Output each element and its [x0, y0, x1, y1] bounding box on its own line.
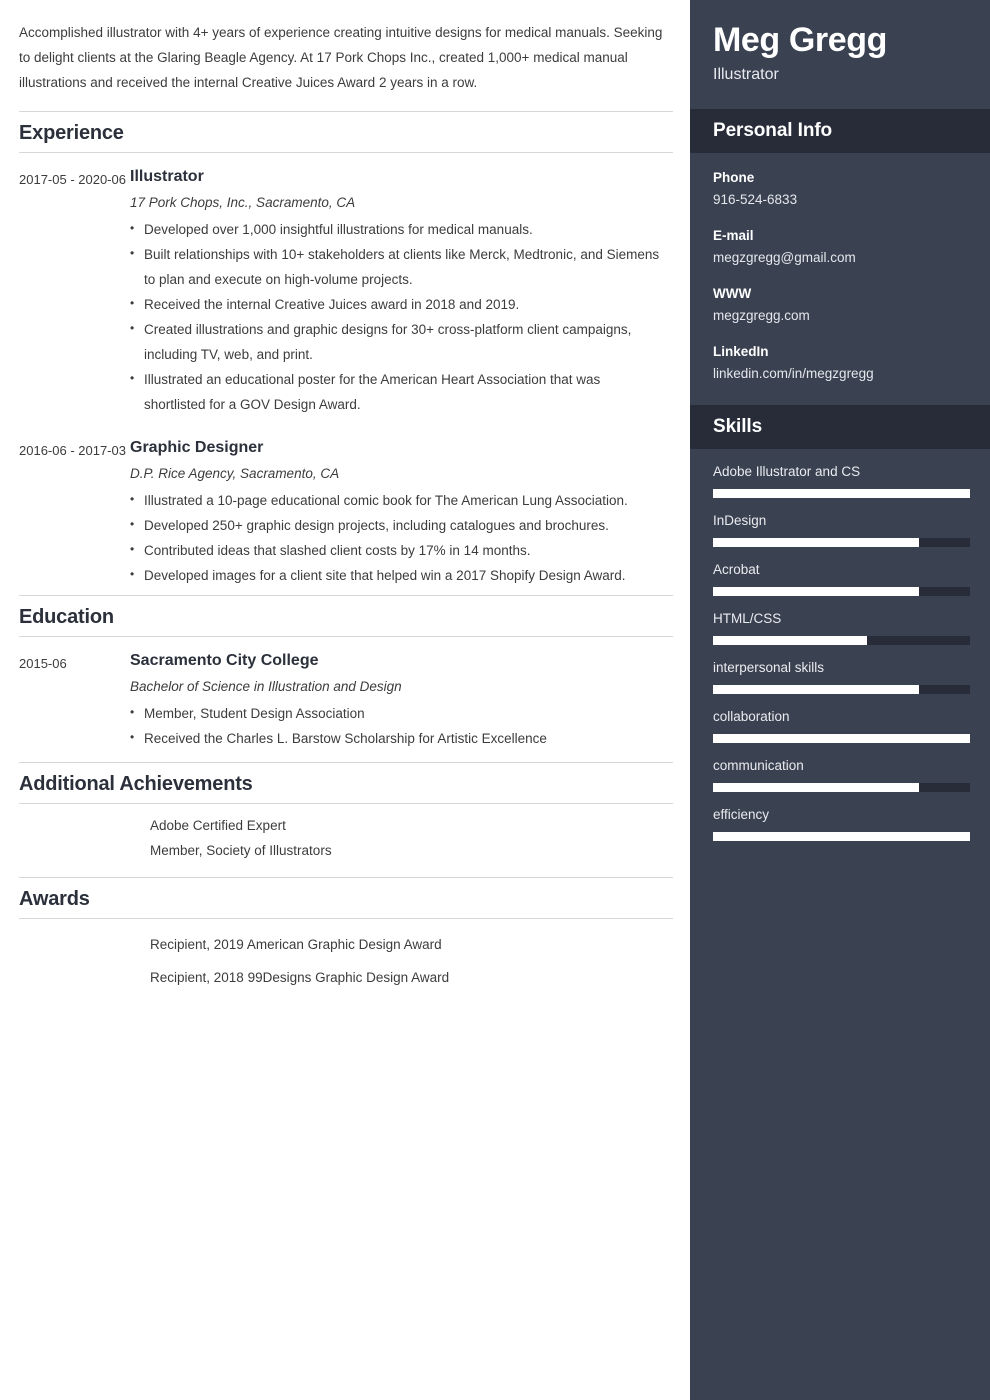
section-title: Awards — [19, 888, 90, 910]
entry-dates: 2015-06 — [19, 656, 67, 671]
list-item: Recipient, 2019 American Graphic Design Award — [150, 937, 442, 952]
contact-item-email — [713, 225, 970, 269]
skill-bar-track — [713, 783, 970, 792]
bullet-item: • Developed images for a client site that helped win a 2017 Shopify Design Award. — [130, 563, 665, 588]
section-experience — [19, 111, 673, 595]
section-additional-achievements — [19, 762, 673, 877]
skill-label: InDesign — [713, 513, 767, 528]
skill-item — [713, 755, 970, 792]
entry-subtitle: 17 Pork Chops, Inc., Sacramento, CA — [130, 195, 356, 210]
contact-value[interactable]: megzgregg.com — [713, 308, 810, 323]
entry-body — [130, 650, 673, 751]
awards-list — [19, 919, 673, 994]
skill-bar-fill — [713, 832, 970, 841]
list-item: Adobe Certified Expert — [150, 818, 286, 833]
entry-title: Sacramento City College — [130, 652, 319, 669]
entry-body — [130, 166, 673, 417]
candidate-job-title: Illustrator — [713, 66, 779, 83]
skill-bar-track — [713, 636, 970, 645]
entry-bullet-list — [130, 217, 665, 417]
entry-dates: 2017-05 - 2020-06 — [19, 172, 126, 187]
bullet-item: • Developed over 1,000 insightful illustrations for medical manuals. — [130, 217, 665, 242]
entry-bullet-list — [130, 701, 665, 751]
skill-bar-fill — [713, 587, 919, 596]
skills-list — [690, 449, 990, 841]
sidebar-section-title: Skills — [713, 416, 763, 437]
section-awards — [19, 877, 673, 994]
bullet-item: • Contributed ideas that slashed client costs by 17% in 14 months. — [130, 538, 665, 563]
entry-body — [130, 437, 673, 588]
sidebar-header-skills — [690, 405, 990, 449]
skill-label: Adobe Illustrator and CS — [713, 464, 861, 479]
contact-value[interactable]: megzgregg@gmail.com — [713, 250, 856, 265]
skill-bar-track — [713, 832, 970, 841]
contact-label: LinkedIn — [713, 344, 769, 359]
skill-bar-track — [713, 685, 970, 694]
entry-bullet-list — [130, 488, 665, 588]
skill-bar-track — [713, 734, 970, 743]
bullet-item: • Built relationships with 10+ stakeholders at clients like Merck, Medtronic, and Siemens to plan and execute on high-volume projects. — [130, 242, 665, 292]
entry-subtitle: Bachelor of Science in Illustration and Design — [130, 679, 402, 694]
skill-label: HTML/CSS — [713, 611, 782, 626]
education-entry — [19, 637, 673, 762]
experience-entry — [19, 424, 673, 595]
skill-item — [713, 559, 970, 596]
bullet-item: • Illustrated an educational poster for the American Heart Association that was shortlisted for a GOV Design Award. — [130, 367, 665, 417]
entry-title: Illustrator — [130, 168, 204, 185]
sidebar-identity — [690, 0, 990, 109]
section-title: Education — [19, 606, 114, 628]
sidebar-header-personal-info — [690, 109, 990, 153]
entry-subtitle: D.P. Rice Agency, Sacramento, CA — [130, 466, 340, 481]
skill-bar-track — [713, 538, 970, 547]
skill-bar-fill — [713, 489, 970, 498]
personal-info-list — [690, 153, 990, 405]
bullet-item: • Developed 250+ graphic design projects, including catalogues and brochures. — [130, 513, 665, 538]
skill-bar-fill — [713, 783, 919, 792]
skill-item — [713, 657, 970, 694]
sidebar-section-title: Personal Info — [713, 120, 833, 141]
bullet-item: • Member, Student Design Association — [130, 701, 665, 726]
contact-label: Phone — [713, 170, 755, 185]
section-title: Experience — [19, 122, 124, 144]
section-header-experience — [19, 111, 673, 153]
contact-item-linkedin — [713, 341, 970, 385]
skill-label: communication — [713, 758, 804, 773]
section-header-education — [19, 595, 673, 637]
section-header-awards — [19, 877, 673, 919]
section-education — [19, 595, 673, 762]
skill-bar-track — [713, 489, 970, 498]
contact-value[interactable]: linkedin.com/in/megzgregg — [713, 366, 874, 381]
bullet-item: • Created illustrations and graphic designs for 30+ cross-platform client campaigns, including TV, web, and print. — [130, 317, 665, 367]
contact-item-phone — [713, 167, 970, 211]
skill-item — [713, 706, 970, 743]
skill-item — [713, 608, 970, 645]
skill-label: collaboration — [713, 709, 790, 724]
skill-bar-fill — [713, 636, 867, 645]
professional-summary: Accomplished illustrator with 4+ years of experience creating intuitive designs for medical manuals. Seeking to delight clients at the Glaring Beagle Agency. At 17 Pork Chops Inc., created 1,000+ medical manual illustrations and received the internal Creative Juices Award 2 years in a row. — [19, 25, 663, 90]
contact-item-www — [713, 283, 970, 327]
bullet-item: • Received the Charles L. Barstow Scholarship for Artistic Excellence — [130, 726, 665, 751]
bullet-item: • Illustrated a 10-page educational comic book for The American Lung Association. — [130, 488, 665, 513]
bullet-item: • Received the internal Creative Juices award in 2018 and 2019. — [130, 292, 665, 317]
contact-value[interactable]: 916-524-6833 — [713, 192, 798, 207]
contact-label: WWW — [713, 286, 752, 301]
list-item: Member, Society of Illustrators — [150, 843, 332, 858]
candidate-name: Meg Gregg — [713, 21, 887, 59]
entry-title: Graphic Designer — [130, 439, 264, 456]
achievements-list — [19, 804, 673, 877]
skill-bar-track — [713, 587, 970, 596]
skill-bar-fill — [713, 734, 970, 743]
entry-dates: 2016-06 - 2017-03 — [19, 443, 126, 458]
skill-bar-fill — [713, 538, 919, 547]
skill-item — [713, 510, 970, 547]
skill-label: interpersonal skills — [713, 660, 825, 675]
resume-sidebar — [690, 0, 990, 1400]
experience-entry — [19, 153, 673, 424]
skill-bar-fill — [713, 685, 919, 694]
section-header-achievements — [19, 762, 673, 804]
skill-label: efficiency — [713, 807, 770, 822]
skill-item — [713, 461, 970, 498]
list-item: Recipient, 2018 99Designs Graphic Design Award — [150, 970, 450, 985]
skill-item — [713, 804, 970, 841]
skill-label: Acrobat — [713, 562, 760, 577]
section-title: Additional Achievements — [19, 773, 253, 795]
contact-label: E-mail — [713, 228, 754, 243]
